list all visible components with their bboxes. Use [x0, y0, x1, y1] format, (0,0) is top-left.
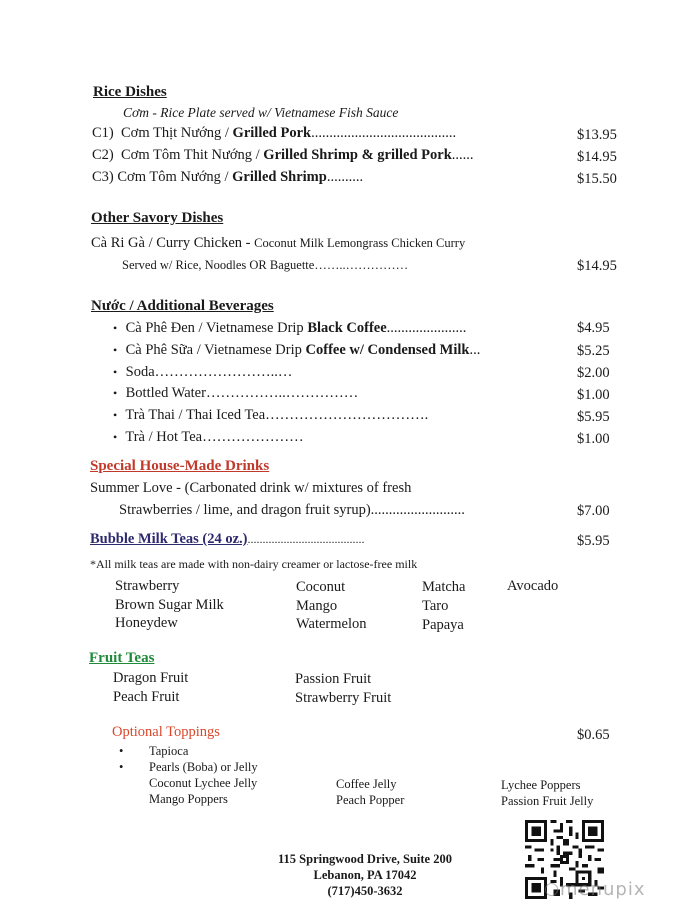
toppings-col2: Coffee Jelly Peach Popper — [336, 777, 405, 807]
fruit-teas-col2: Passion Fruit Strawberry Fruit — [295, 671, 392, 706]
bubble-tea-heading: Bubble Milk Teas (24 oz.) — [90, 531, 248, 547]
price-bubble-tea: $5.95 — [577, 533, 610, 549]
price-curry: $14.95 — [577, 258, 617, 274]
beverage-item: • Soda……………………..… — [113, 364, 292, 381]
menu-item-c1: C1) Cơm Thịt Nướng / Grilled Pork........................................ — [92, 125, 457, 141]
price-summer-love: $7.00 — [577, 503, 610, 519]
beverage-item: • Cà Phê Sữa / Vietnamese Drip Coffee w/ Condensed Milk... — [113, 342, 480, 359]
rice-dishes-heading: Rice Dishes — [93, 84, 167, 100]
summer-love-detail: Strawberries / lime, and dragon fruit syrup).......................... — [119, 502, 465, 518]
price-c2: $14.95 — [577, 149, 617, 165]
summer-love-line: Summer Love - (Carbonated drink w/ mixtures of fresh — [90, 480, 412, 496]
special-drinks-heading: Special House-Made Drinks — [90, 458, 270, 474]
milk-tea-note: *All milk teas are made with non-dairy creamer or lactose-free milk — [90, 557, 418, 571]
bubble-flavors-col1: Strawberry Brown Sugar Milk Honeydew — [115, 578, 224, 631]
address-line-2: Lebanon, PA 17042 — [313, 868, 417, 882]
curry-chicken-item: Cà Ri Gà / Curry Chicken - Coconut Milk Lemongrass Chicken Curry — [91, 235, 466, 251]
price-toppings: $0.65 — [577, 727, 610, 743]
menu-item-c2: C2) Cơm Tôm Thit Nướng / Grilled Shrimp & grilled Pork...... — [92, 147, 474, 163]
beverage-item: • Cà Phê Đen / Vietnamese Drip Black Coffee...................... — [113, 320, 466, 337]
bubble-tea-heading-line: Bubble Milk Teas (24 oz.)....................................... — [90, 531, 365, 547]
phone-number: (717)450-3632 — [327, 884, 403, 898]
toppings-heading: Optional Toppings — [112, 724, 220, 740]
bubble-flavors-col4: Avocado — [507, 578, 559, 594]
menupix-logo-icon — [545, 883, 558, 896]
fruit-teas-col1: Dragon Fruit Peach Fruit — [113, 670, 189, 705]
beverage-price: $1.00 — [577, 387, 610, 403]
curry-served-line: Served w/ Rice, Noodles OR Baguette……..…………… — [122, 258, 409, 272]
menu-item-c3: C3) Cơm Tôm Nướng / Grilled Shrimp.......... — [92, 169, 364, 185]
bubble-flavors-col3: Matcha Taro Papaya — [422, 579, 466, 633]
beverage-price: $1.00 — [577, 431, 610, 447]
address-line-1: 115 Springwood Drive, Suite 200 — [278, 852, 452, 866]
beverages-heading: Nước / Additional Beverages — [91, 298, 274, 314]
beverage-price: $5.95 — [577, 409, 610, 425]
watermark: menupix — [545, 879, 646, 900]
rice-subtitle: Cơm - Rice Plate served w/ Vietnamese Fish Sauce — [123, 105, 399, 120]
beverage-item: • Bottled Water……………..…………… — [113, 385, 358, 402]
price-c1: $13.95 — [577, 127, 617, 143]
toppings-col3: Lychee Poppers Passion Fruit Jelly — [501, 778, 594, 808]
beverage-item: • Trà Thai / Thai Iced Tea……………………………. — [113, 407, 428, 424]
beverage-price: $5.25 — [577, 343, 610, 359]
price-c3: $15.50 — [577, 171, 617, 187]
beverage-item: • Trà / Hot Tea………………… — [113, 429, 304, 446]
toppings-bullets: • Tapioca • Pearls (Boba) or Jelly — [119, 744, 258, 774]
beverage-price: $2.00 — [577, 365, 610, 381]
savory-heading: Other Savory Dishes — [91, 210, 224, 226]
footer-address — [230, 851, 500, 899]
fruit-teas-heading: Fruit Teas — [89, 650, 155, 666]
bubble-flavors-col2: Coconut Mango Watermelon — [296, 579, 367, 632]
toppings-col1: Coconut Lychee Jelly Mango Poppers — [149, 776, 258, 806]
beverage-price: $4.95 — [577, 320, 610, 336]
